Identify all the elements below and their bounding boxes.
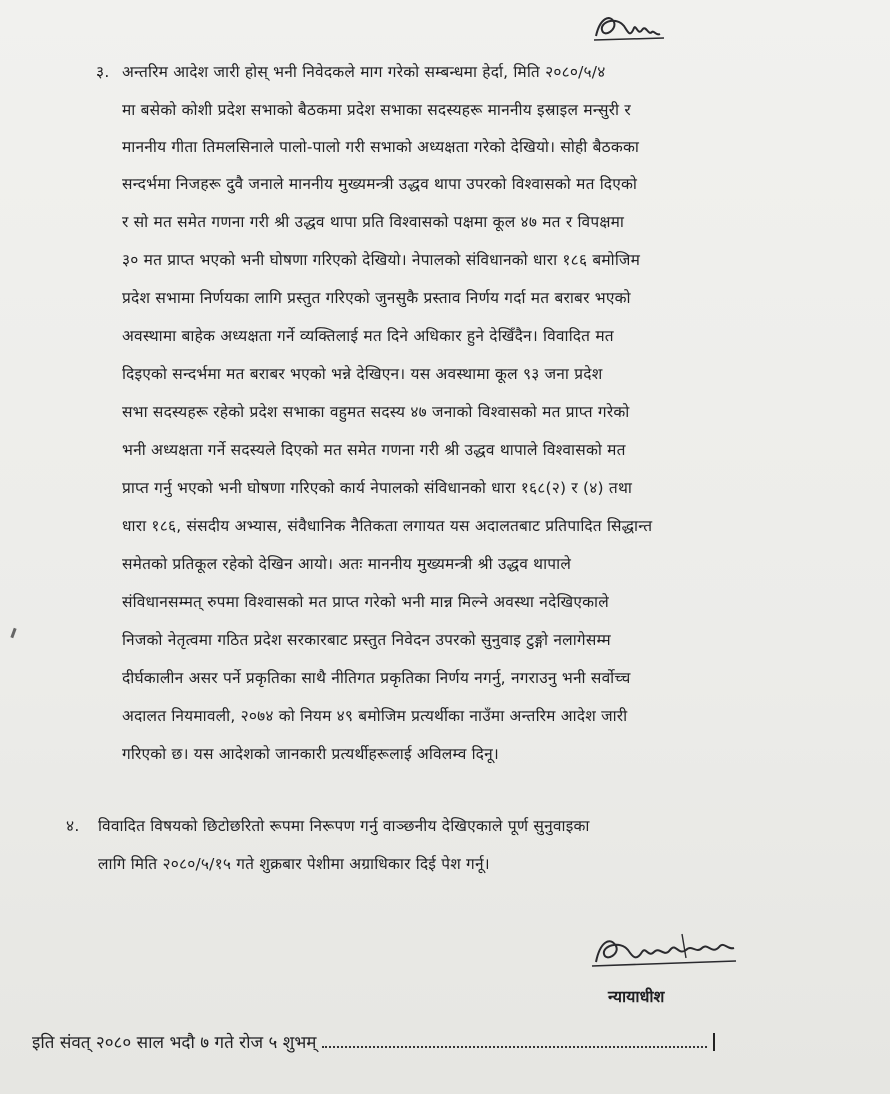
- para3-line: सन्दर्भमा निजहरू दुवै जनाले माननीय मुख्यमन्त्री उद्धव थापा उपरको विश्वासको मत दिएको: [122, 175, 638, 193]
- para3-line: र सो मत समेत गणना गरी श्री उद्धव थापा प्रति विश्वासको पक्षमा कूल ४७ मत र विपक्षमा: [122, 213, 625, 231]
- dotted-leader: [322, 1036, 707, 1048]
- para3-line: प्रदेश सभामा निर्णयका लागि प्रस्तुत गरिएको जुनसुकै प्रस्ताव निर्णय गर्दा मत बराबर भएको: [122, 289, 631, 307]
- paragraph-number-3: ३.: [96, 63, 110, 81]
- para4-line: विवादित विषयको छिटोछरितो रूपमा निरूपण गर्नु वाञ्छनीय देखिएकाले पूर्ण सुनुवाइका: [98, 817, 590, 835]
- end-mark: [713, 1033, 715, 1051]
- para3-line: मा बसेको कोशी प्रदेश सभाको बैठकमा प्रदेश सभाका सदस्यहरू माननीय इस्राइल मन्सुरी र: [122, 101, 631, 119]
- para3-line: संविधानसम्मत् रुपमा विश्वासको मत प्राप्त गरेको भनी मान्न मिल्ने अवस्था नदेखिएकाले: [122, 593, 609, 611]
- para3-line: अन्तरिम आदेश जारी होस् भनी निवेदकले माग गरेको सम्बन्धमा हेर्दा, मिति २०८०/५/४: [122, 63, 606, 81]
- para3-line: भनी अध्यक्षता गर्ने सदस्यले दिएको मत समेत गणना गरी श्री उद्धव थापाले विश्वासको मत: [122, 441, 626, 459]
- para4-line: लागि मिति २०८०/५/१५ गते शुक्रबार पेशीमा अग्राधिकार दिई पेश गर्नू।: [98, 855, 490, 873]
- closing-line: [32, 1030, 715, 1053]
- para3-line: दीर्घकालीन असर पर्ने प्रकृतिका साथै नीतिगत प्रकृतिका निर्णय नगर्नु, नगराउनु भनी सर्वोच्च: [122, 669, 631, 687]
- para3-line: माननीय गीता तिमलसिनाले पालो-पालो गरी सभाको अध्यक्षता गरेको देखियो। सोही बैठकका: [122, 138, 640, 156]
- initials-signature: [590, 8, 670, 48]
- para3-line: निजको नेतृत्वमा गठित प्रदेश सरकारबाट प्रस्तुत निवेदन उपरको सुनुवाइ टुङ्गो नलागेसम्म: [122, 631, 611, 649]
- paragraph-number-4: ४.: [66, 817, 80, 835]
- para3-line: अदालत नियमावली, २०७४ को नियम ४९ बमोजिम प्रत्यर्थीका नाउँमा अन्तरिम आदेश जारी: [122, 707, 628, 725]
- para3-line: गरिएको छ। यस आदेशको जानकारी प्रत्यर्थीहरूलाई अविलम्व दिनू।: [122, 745, 499, 763]
- para3-line: धारा १८६, संसदीय अभ्यास, संवैधानिक नैतिकता लगायत यस अदालतबाट प्रतिपादित सिद्धान्त: [122, 517, 653, 535]
- para3-line: प्राप्त गर्नु भएको भनी घोषणा गरिएको कार्य नेपालको संविधानको धारा १६८(२) र (४) तथा: [122, 479, 633, 497]
- closing-text: इति संवत् २०८० साल भदौ ७ गते रोज ५ शुभम्: [32, 1033, 317, 1053]
- para3-line: ३० मत प्राप्त भएको भनी घोषणा गरिएको देखियो। नेपालको संविधानको धारा १८६ बमोजिम: [122, 251, 641, 269]
- para3-line: सभा सदस्यहरू रहेको प्रदेश सभाका वहुमत सदस्य ४७ जनाको विश्वासको मत प्राप्त गरेको: [122, 403, 630, 421]
- judge-title: न्यायाधीश: [608, 987, 665, 1006]
- para3-line: समेतको प्रतिकूल रहेको देखिन आयो। अतः माननीय मुख्यमन्त्री श्री उद्धव थापाले: [122, 555, 572, 573]
- margin-mark: [10, 628, 16, 638]
- para3-line: अवस्थामा बाहेक अध्यक्षता गर्ने व्यक्तिलाई मत दिने अधिकार हुने देखिँदैन। विवादित मत: [122, 327, 614, 345]
- judge-signature: [590, 928, 740, 974]
- para3-line: दिइएको सन्दर्भमा मत बराबर भएको भन्ने देखिएन। यस अवस्थामा कूल ९३ जना प्रदेश: [122, 365, 603, 383]
